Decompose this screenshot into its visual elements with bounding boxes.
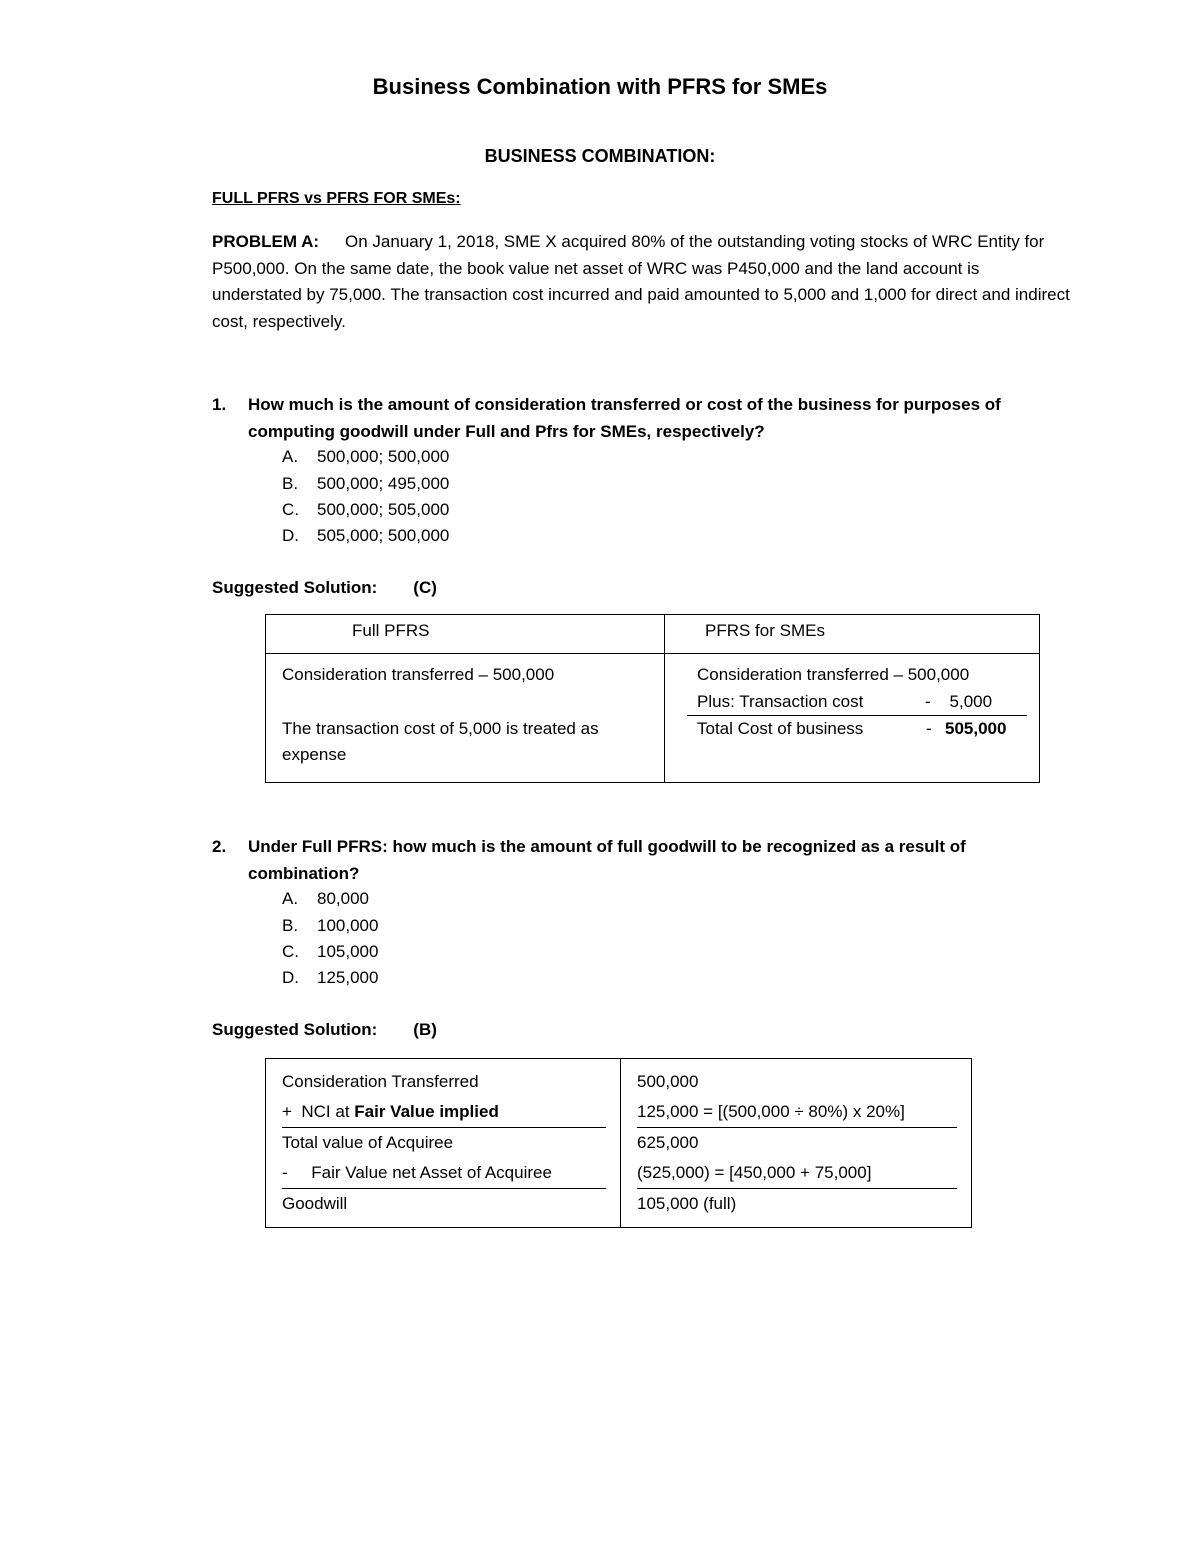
section-heading: FULL PFRS vs PFRS FOR SMEs: xyxy=(212,190,461,207)
goodwill-values-cell xyxy=(621,1059,972,1228)
q1-option-a xyxy=(282,444,449,471)
q2-option-b xyxy=(282,913,378,940)
q2-option-d xyxy=(282,965,378,992)
solution-label: Suggested Solution: xyxy=(212,578,378,597)
page-title: Business Combination with PFRS for SMEs xyxy=(372,74,828,99)
option-letter: A. xyxy=(282,889,299,908)
q2-option-c xyxy=(282,939,378,966)
smes-consideration-line: Consideration transferred – 500,000 xyxy=(697,665,970,684)
section-title: BUSINESS COMBINATION: xyxy=(484,146,716,166)
option-letter: C. xyxy=(282,500,299,519)
q1-option-d xyxy=(282,523,449,550)
problem-paragraph xyxy=(212,229,1072,335)
solution-label: Suggested Solution: xyxy=(212,1020,378,1039)
option-letter: A. xyxy=(282,447,299,466)
value-goodwill: 105,000 (full) xyxy=(637,1194,737,1213)
smes-transaction-cost-line: Plus: Transaction cost - 5,000 xyxy=(687,689,1027,717)
option-letter: D. xyxy=(282,526,299,545)
option-text: 500,000; 505,000 xyxy=(317,500,450,519)
question-text: Under Full PFRS: how much is the amount of full goodwill to be recognized as a result of combination? xyxy=(248,837,966,883)
smes-total-cost-line: Total Cost of business - 505,000 xyxy=(697,719,1007,738)
smes-cell xyxy=(665,654,1040,783)
q1-option-b xyxy=(282,471,449,498)
option-text: 125,000 xyxy=(317,968,379,987)
question-number: 1. xyxy=(212,395,227,414)
full-consideration-line: Consideration transferred – 500,000 xyxy=(282,665,555,684)
label-nci: + NCI at Fair Value implied xyxy=(282,1097,606,1128)
problem-label: PROBLEM A: xyxy=(212,232,320,251)
full-pfrs-cell xyxy=(266,654,665,783)
option-text: 500,000; 500,000 xyxy=(317,447,450,466)
option-text: 500,000; 495,000 xyxy=(317,474,450,493)
label-total-value: Total value of Acquiree xyxy=(282,1133,454,1152)
full-expense-note: The transaction cost of 5,000 is treated as expense xyxy=(282,718,599,764)
question-number: 2. xyxy=(212,837,227,856)
goodwill-table xyxy=(265,1058,972,1228)
question-2 xyxy=(212,834,1072,887)
q1-suggested-solution xyxy=(212,578,437,598)
option-letter: C. xyxy=(282,942,299,961)
comparison-table xyxy=(265,614,1040,783)
value-fair-value: (525,000) = [450,000 + 75,000] xyxy=(637,1158,957,1189)
label-goodwill: Goodwill xyxy=(282,1194,348,1213)
solution-answer: (C) xyxy=(413,578,437,597)
problem-text: On January 1, 2018, SME X acquired 80% of the outstanding voting stocks of WRC Entity for P500,000. On the same date, the book value net asset of WRC was P450,000 and the land account is understated by 75,000. The transaction cost incurred and paid amounted to 5,000 and 1,000 for direct and indirect cost, respectively. xyxy=(212,232,1070,331)
value-total: 625,000 xyxy=(637,1133,699,1152)
option-text: 80,000 xyxy=(317,889,369,908)
option-letter: D. xyxy=(282,968,299,987)
label-fair-value: - Fair Value net Asset of Acquiree xyxy=(282,1158,606,1189)
q2-option-a xyxy=(282,886,369,913)
option-text: 105,000 xyxy=(317,942,379,961)
table-header-pfrs-smes: PFRS for SMEs xyxy=(665,615,1040,654)
value-consideration: 500,000 xyxy=(637,1072,699,1091)
q2-suggested-solution xyxy=(212,1020,437,1040)
solution-answer: (B) xyxy=(413,1020,437,1039)
goodwill-labels-cell xyxy=(266,1059,621,1228)
option-letter: B. xyxy=(282,474,299,493)
question-1 xyxy=(212,392,1072,445)
table-header-full-pfrs: Full PFRS xyxy=(266,615,665,654)
option-text: 100,000 xyxy=(317,916,379,935)
q1-option-c xyxy=(282,497,449,524)
question-text: How much is the amount of consideration transferred or cost of the business for purposes of computing goodwill under Full and Pfrs for SMEs, respectively? xyxy=(248,395,1001,441)
label-consideration: Consideration Transferred xyxy=(282,1072,479,1091)
option-text: 505,000; 500,000 xyxy=(317,526,450,545)
value-nci: 125,000 = [(500,000 ÷ 80%) x 20%] xyxy=(637,1097,957,1128)
option-letter: B. xyxy=(282,916,299,935)
